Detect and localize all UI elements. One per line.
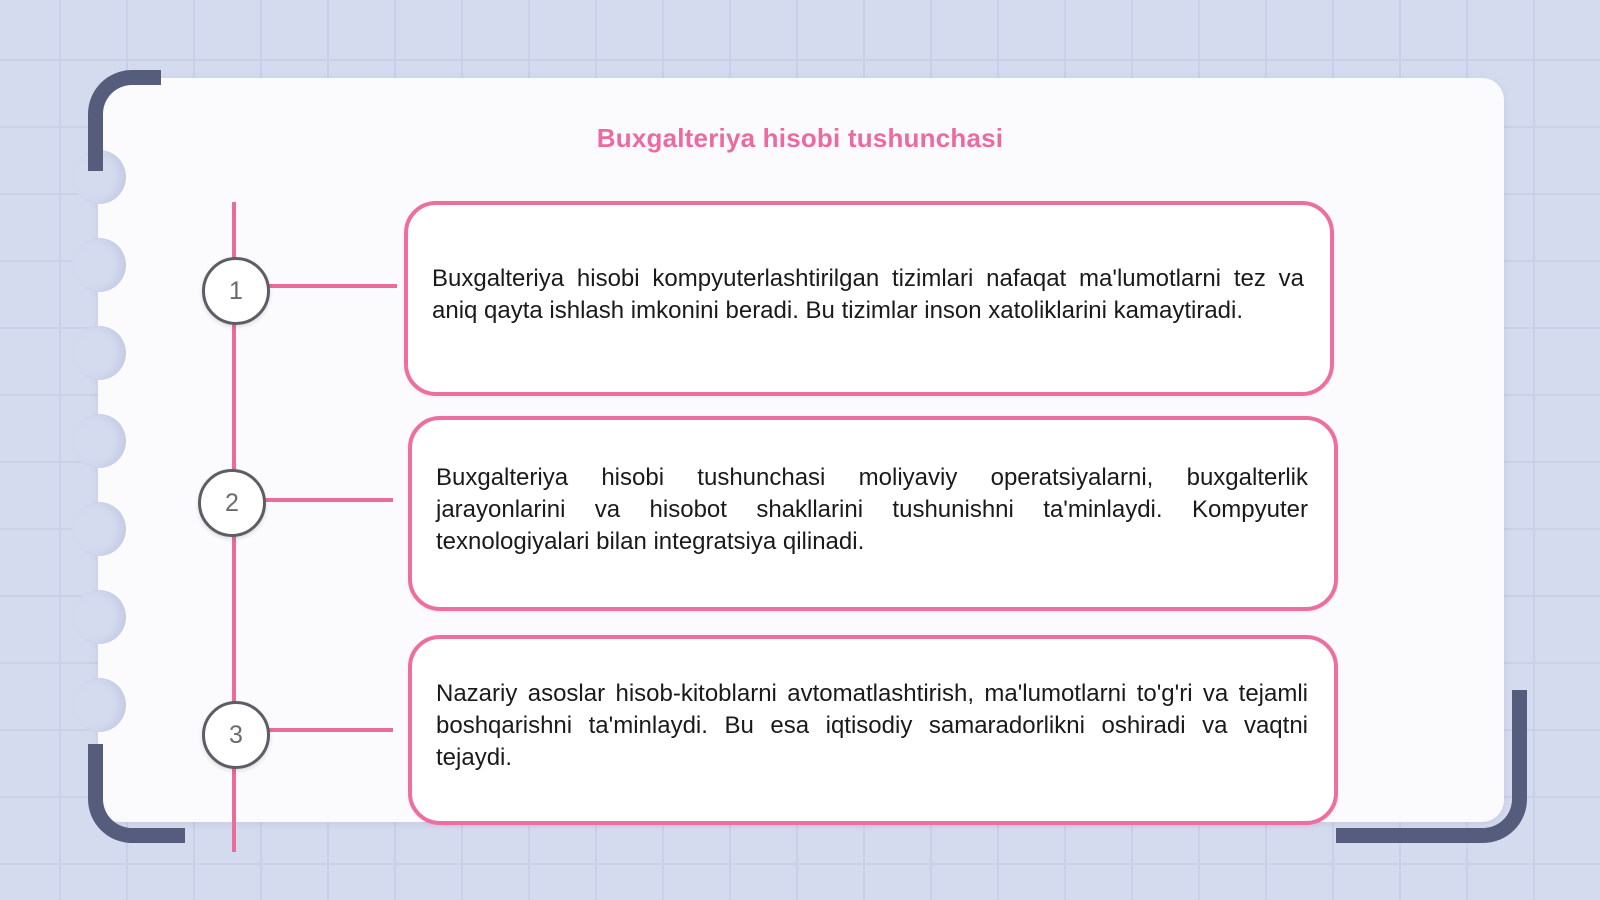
- binder-hole: [72, 678, 126, 732]
- step-connector: [262, 498, 393, 502]
- corner-bracket-bottom-right: [1336, 690, 1527, 843]
- binder-hole: [72, 502, 126, 556]
- step-number: 3: [229, 720, 243, 749]
- step-number-badge: [202, 257, 270, 325]
- step-card: [404, 201, 1334, 396]
- step-card-text: Nazariy asoslar hisob-kitoblarni avtomatlashtirish, ma'lumotlarni to'g'ri va tejamli boshqarishni ta'minlaydi. Bu esa iqtisodiy samaradorlikni oshiradi va vaqtni tejaydi.: [436, 680, 1308, 771]
- binder-hole: [72, 590, 126, 644]
- corner-bracket-bottom-left: [88, 744, 185, 843]
- step-connector: [265, 728, 393, 732]
- step-number-badge: [198, 469, 266, 537]
- binder-hole: [72, 326, 126, 380]
- binder-hole: [72, 238, 126, 292]
- corner-bracket-top-left: [88, 70, 161, 171]
- step-card-text: Buxgalteriya hisobi tushunchasi moliyaviy operatsiyalarni, buxgalterlik jarayonlarini va hisobot shakllarini tushunishni ta'minlaydi. Kompyuter texnologiyalari bilan integratsiya qilinadi.: [436, 463, 1308, 555]
- step-number: 2: [225, 488, 239, 517]
- step-card: [408, 416, 1338, 611]
- step-number: 1: [229, 276, 243, 305]
- step-card: [408, 635, 1338, 825]
- step-number-badge: [202, 701, 270, 769]
- step-connector: [265, 284, 397, 288]
- binder-hole: [72, 414, 126, 468]
- slide-title: Buxgalteriya hisobi tushunchasi: [596, 123, 1004, 153]
- step-card-text: Buxgalteriya hisobi kompyuterlashtirilgan tizimlari nafaqat ma'lumotlarni tez va aniq qayta ishlash imkonini beradi. Bu tizimlar inson xatoliklarini kamaytiradi.: [432, 264, 1304, 324]
